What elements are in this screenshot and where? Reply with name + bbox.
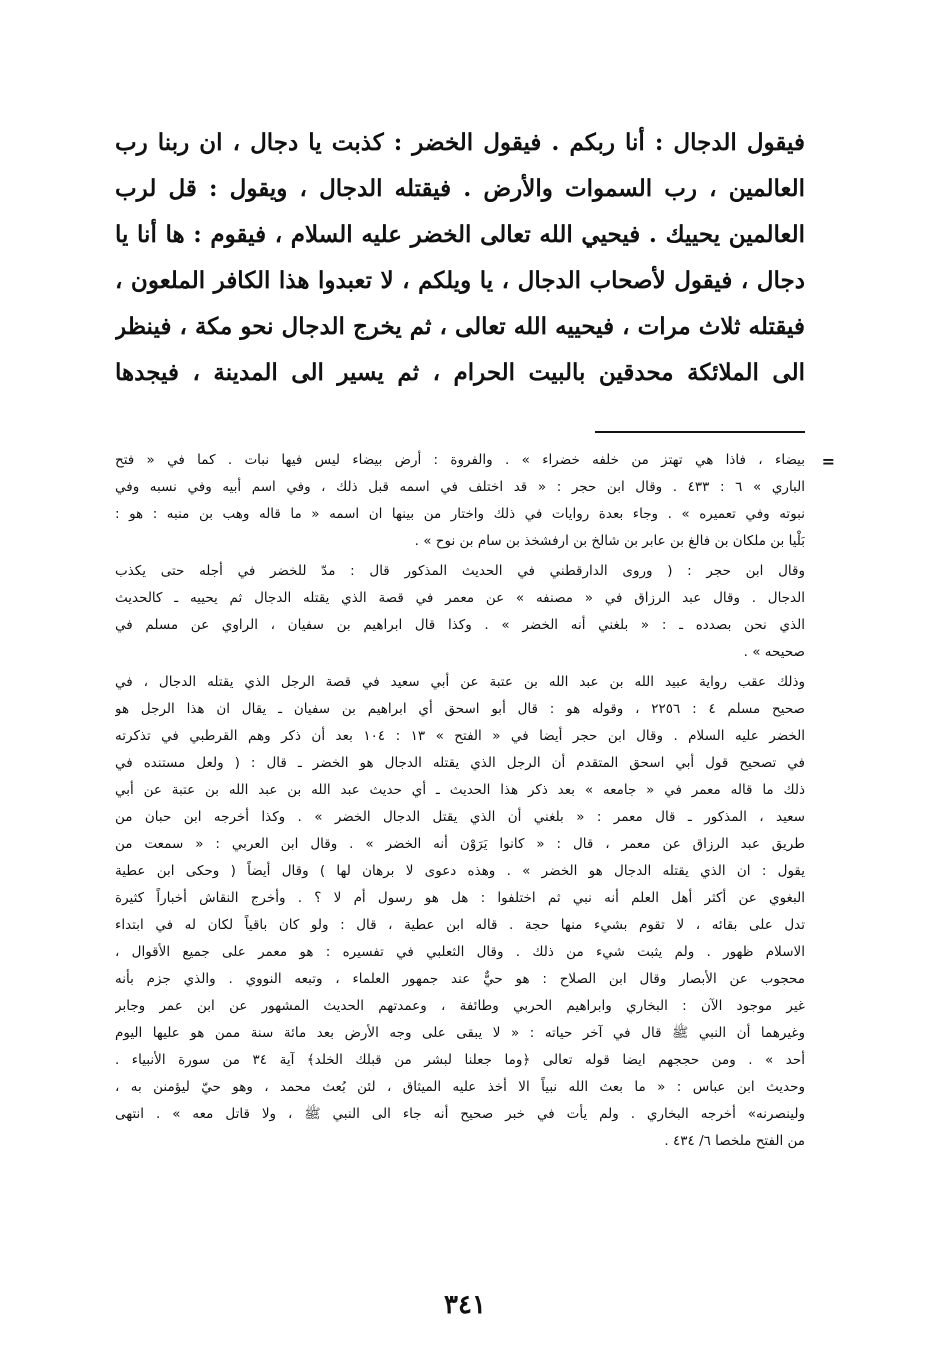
footnote-line: طريق عبد الرزاق عن معمر ، قال : « كانوا يَرَوْن أنه الخضر » . وقال ابن العربي : « سمعت من: [115, 836, 805, 852]
main-text: [115, 120, 805, 396]
footnote-paragraph: [115, 669, 805, 1155]
footnote-continuation-mark: =: [821, 452, 835, 471]
footnote-line: الاسلام ظهور . ولم يثبت شيء من ذلك . وقال الثعلبي في تفسيره : هو معمر على جميع الأقوال ،: [115, 944, 805, 960]
footnote-line: البغوي عن أكثر أهل العلم أنه نبي ثم اختلفوا : هل هو رسول أم لا ؟ . وأخرج النقاش أخباراً كثيرة: [115, 890, 805, 906]
footnote-line: ذلك ما قاله معمر في « جامعه » بعد ذكر هذا الحديث ـ أي حديث عبد الله بن عبد الله بن عتبة عن أبي: [115, 782, 805, 798]
footnote-line: الباري » ٦ : ٤٣٣ . وقال ابن حجر : « قد اختلف في اسمه قبل ذلك ، وفي اسم أبيه وفي نسبه وفي: [115, 479, 805, 495]
footnote-line: وذلك عقب رواية عبيد الله بن عبد الله بن عتبة عن أبي سعيد في قصة الرجل الذي يقتله الدجال ، في: [115, 674, 805, 690]
footnotes: [115, 447, 805, 1158]
footnote-line: وحديث ابن عباس : « ما بعث الله نبياً الا أخذ عليه الميثاق ، لئن بُعث محمد ، وهو حيّ ليؤمنن به ،: [115, 1079, 805, 1095]
footnote-line: وغيرهما أن النبي ﷺ قال في آخر حياته : « لا يبقى على وجه الأرض بعد مائة سنة ممن هو عليها اليوم: [115, 1025, 805, 1041]
footnote-line: أحد » . ومن حججهم ايضا قوله تعالى ﴿وما جعلنا لبشر من قبلك الخلد﴾ آية ٣٤ من سورة الأنبياء .: [115, 1052, 805, 1068]
footnote-line: في تصحيح قول أبي اسحق المتقدم أن الرجل الذي يقتله الدجال هو الخضر ـ قال : ( ولعل مستنده في: [115, 755, 805, 771]
footnote-separator: [595, 431, 805, 433]
footnote-line: ولينصرنه» أخرجه البخاري . ولم يأت في خبر صحيح أنه جاء الى النبي ﷺ ، ولا قاتل معه » . انتهى: [115, 1106, 805, 1122]
main-text-line: العالمين يحييك . فيحيي الله تعالى الخضر عليه السلام ، فيقوم : ها أنا يا: [115, 221, 805, 248]
main-text-line: فيقتله ثلاث مرات ، فيحييه الله تعالى ، ثم يخرج الدجال نحو مكة ، فينظر: [115, 313, 805, 340]
footnote-line: صحيح مسلم ٤ : ٢٢٥٦ ، وقوله هو : قال أبو اسحق أي ابراهيم بن سفيان ـ يقال ان هذا الرجل هو: [115, 701, 805, 717]
main-text-line: دجال ، فيقول لأصحاب الدجال ، يا ويلكم ، لا تعبدوا هذا الكافر الملعون ،: [115, 267, 805, 294]
footnote-line: يقول : ان الذي يقتله الدجال هو الخضر » . وهذه دعوى لا برهان لها ) وقال أيضاً ( وحكى ابن عطية: [115, 863, 805, 879]
footnote-paragraph: [115, 558, 805, 666]
footnote-line: وقال ابن حجر : ( وروى الدارقطني في الحديث المذكور قال : مدّ للخضر في أجله حتى يكذب: [115, 563, 805, 579]
main-text-line: العالمين ، رب السموات والأرض . فيقتله الدجال ، ويقول : قل لرب: [115, 175, 805, 202]
footnote-line: تدل على بقائه ، لا تقوم بشيء منها حجة . قاله ابن عطية ، قال : ولو كان باقياً لكان له في ابتداء: [115, 917, 805, 933]
page-number: ٣٤١: [444, 1290, 486, 1320]
footnote-line: نبوته وفي تعميره » . وجاء بعدة روايات في ذلك واختار من بينها ان اسمه « ما قاله وهب بن منبه : هو :: [115, 506, 805, 522]
footnote-line: بَلْيا بن ملكان بن فالغ بن عابر بن شالخ بن ارفشخذ بن سام بن نوح » .: [414, 533, 805, 549]
footnote-line: صحيحه » .: [743, 644, 805, 660]
footnote-line: بيضاء ، فاذا هي تهتز من خلفه خضراء » . والفروة : أرض بيضاء ليس فيها نبات . كما في « فتح: [115, 452, 805, 468]
footnote-paragraph: [115, 447, 805, 555]
footnote-line: محجوب عن الأبصار وقال ابن الصلاح : هو حيٌّ عند جمهور العلماء ، وتبعه النووي . والذي جزم بأنه: [115, 971, 805, 987]
footnote-line: الخضر عليه السلام . وقال ابن حجر أيضا في « الفتح » ١٣ : ١٠٤ بعد أن ذكر وهم القرطبي في تذكرته: [115, 728, 805, 744]
footnote-line: سعيد ، المذكور ـ قال معمر : « بلغني أن الذي يقتل الدجال الخضر » . وكذا أخرجه ابن حبان من: [115, 809, 805, 825]
footnote-line: الذي نحن بصدده ـ : « بلغني أنه الخضر » . وكذا قال ابراهيم بن سفيان ، الراوي عن مسلم في: [115, 617, 805, 633]
footnote-line: غير موجود الآن : البخاري وابراهيم الحربي وطائفة ، وعمدتهم الحديث المشهور عن ابن عمر وجابر: [115, 998, 805, 1014]
footnote-line: الدجال . وقال عبد الرزاق في « مصنفه » عن معمر في قصة الذي يقتله الدجال ثم يحييه ـ كالحديث: [115, 590, 805, 606]
footnote-line: من الفتح ملخصا ٦/ ٤٣٤ .: [664, 1133, 805, 1149]
main-text-line: فيقول الدجال : أنا ربكم . فيقول الخضر : كذبت يا دجال ، ان ربنا رب: [115, 129, 805, 156]
main-text-line: الى الملائكة محدقين بالبيت الحرام ، ثم يسير الى المدينة ، فيجدها: [115, 359, 805, 386]
